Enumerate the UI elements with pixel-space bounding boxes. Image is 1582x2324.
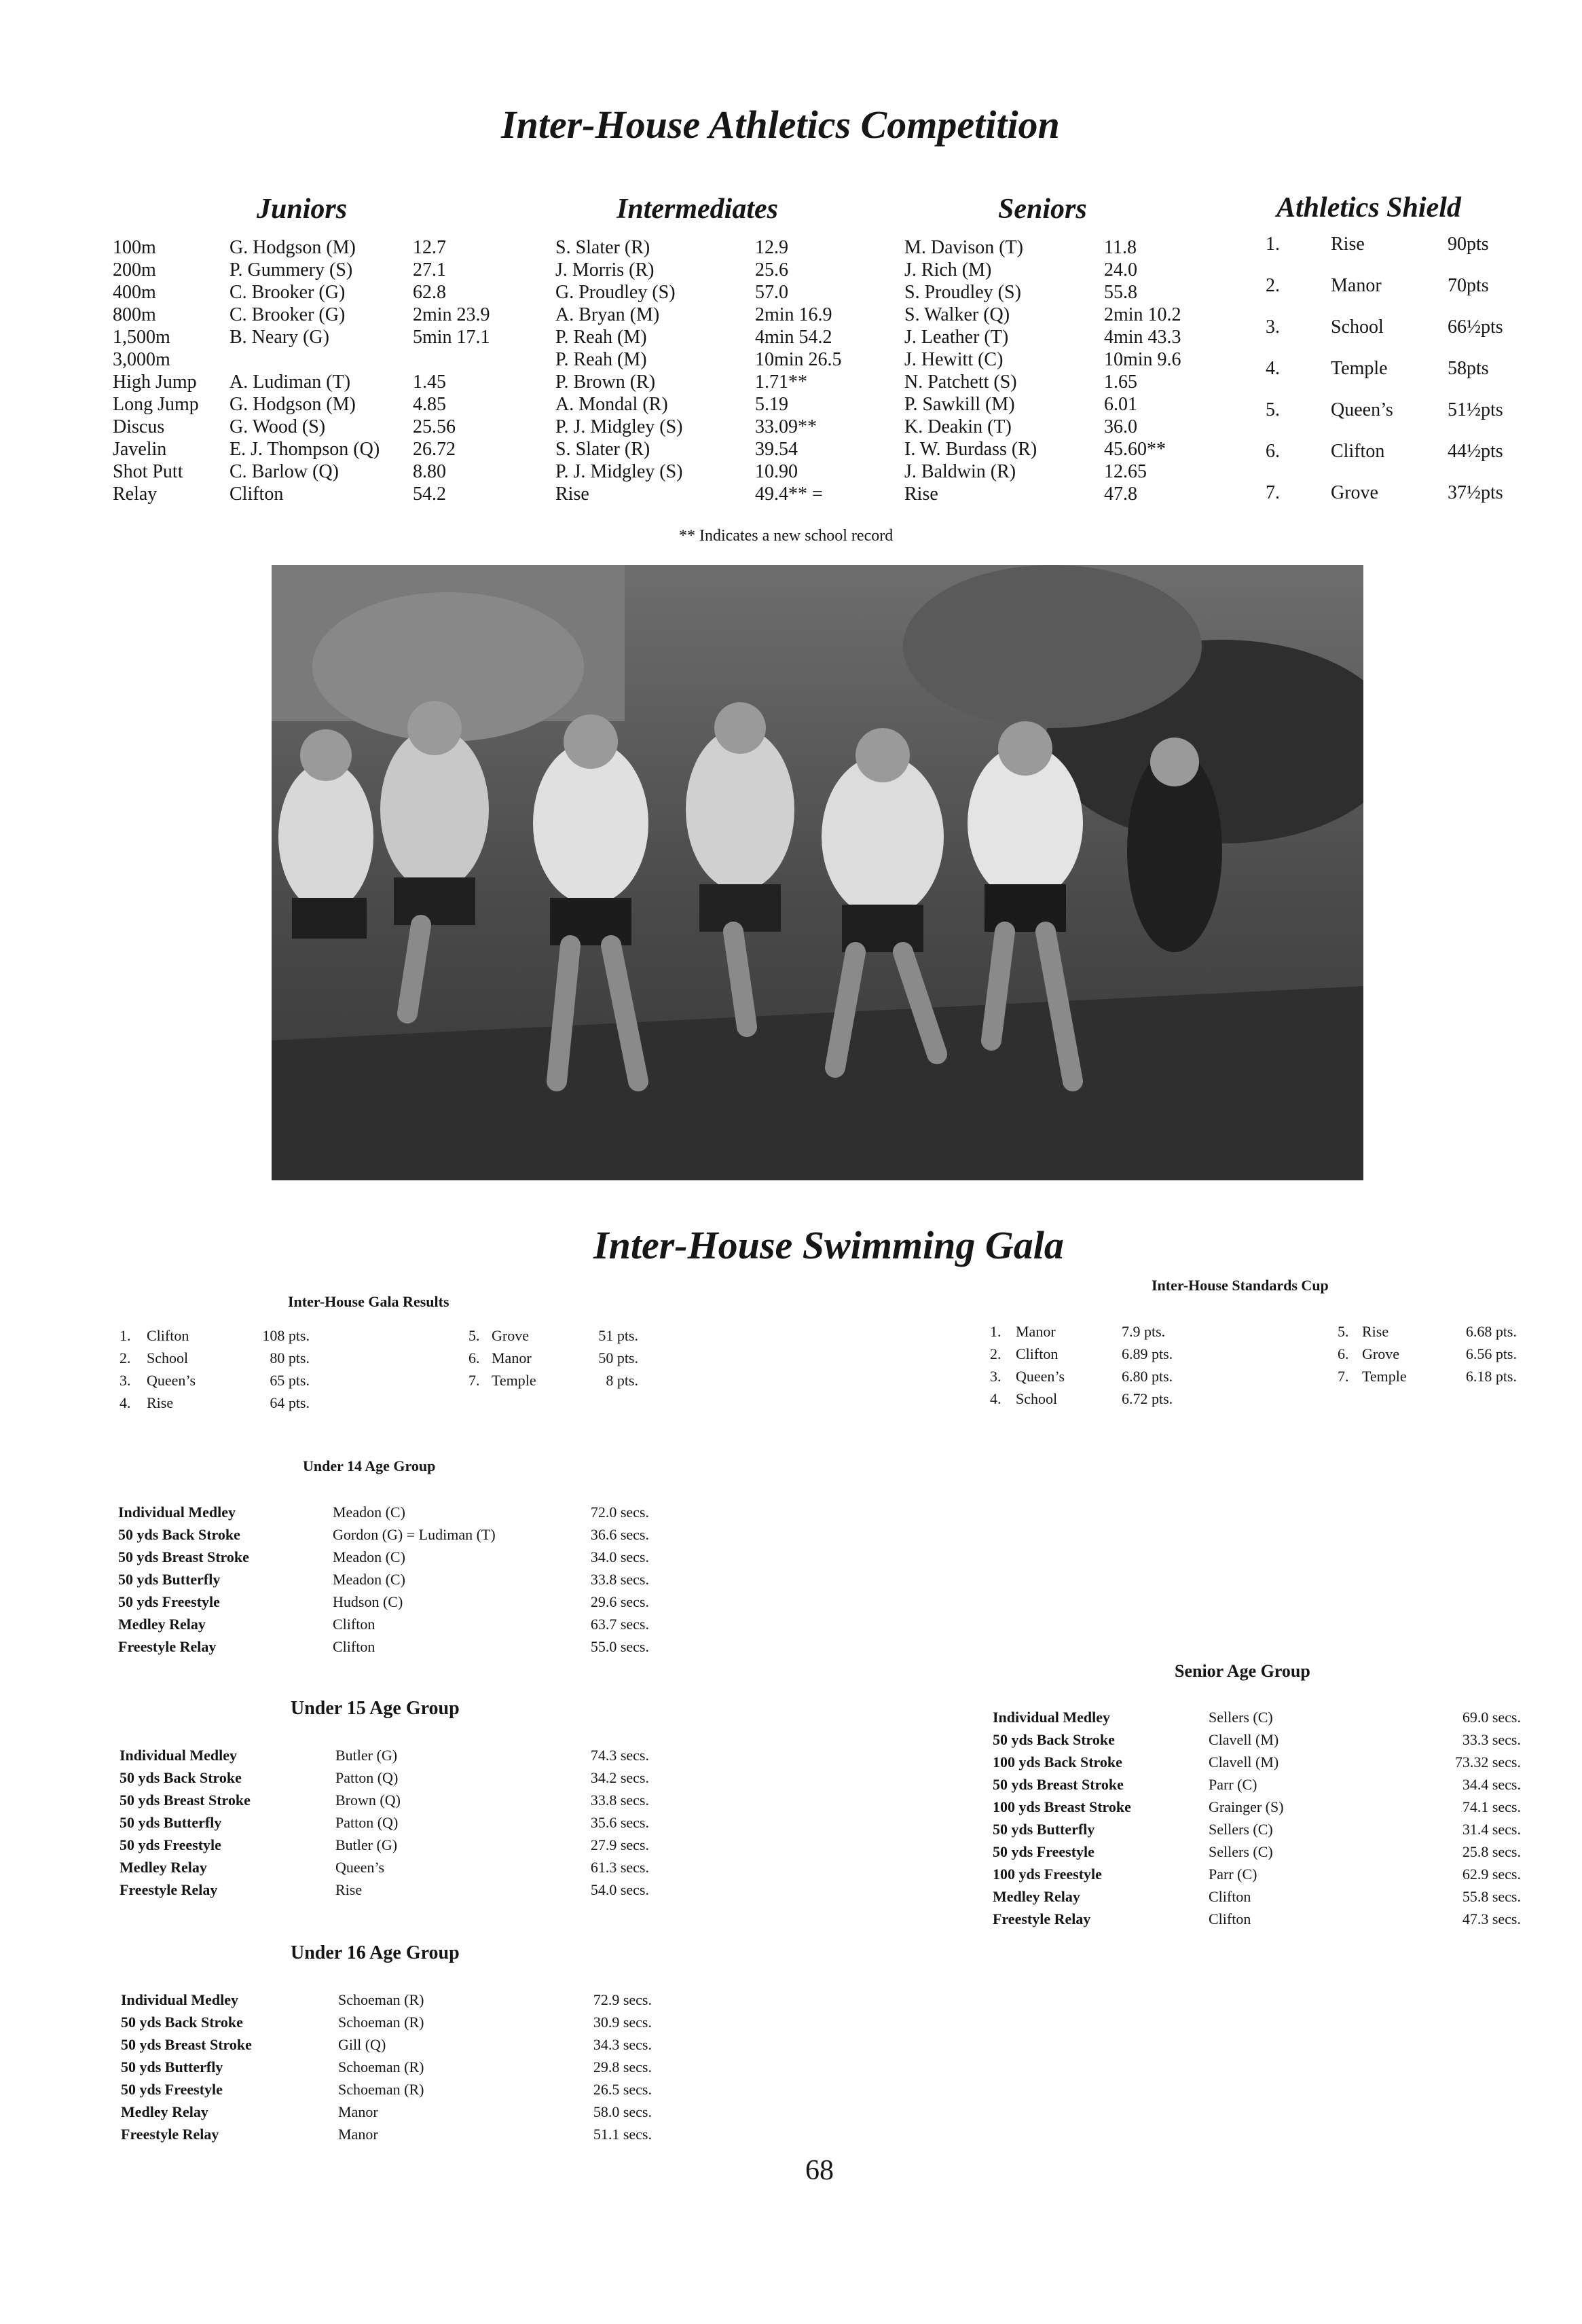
swim-time: 26.5 secs. [593,2081,652,2098]
event-label: 50 yds Freestyle [121,2081,223,2098]
result-value: 1.45 [413,371,446,393]
swimmer-name: Parr (C) [1209,1866,1257,1883]
shield-rank: 6. [1266,441,1280,462]
cup-house: Manor [1016,1323,1056,1340]
swimmer-name: Parr (C) [1209,1776,1257,1793]
cup-house: Clifton [1016,1345,1059,1362]
swim-time: 74.3 secs. [590,1747,649,1764]
athlete-name: G. Wood (S) [229,416,326,437]
seniors-results [1104,236,1181,505]
cup-points: 6.89 pts. [1122,1345,1173,1362]
result-value: 27.1 [413,259,446,280]
result-value: 1.65 [1104,371,1137,393]
result-value: 25.6 [755,259,788,280]
record-note: ** Indicates a new school record [679,527,894,545]
result-value: 5min 17.1 [413,327,490,348]
cup-house: Temple [1362,1368,1407,1385]
juniors-heading: Juniors [257,194,348,225]
athlete-name: J. Leather (T) [904,327,1009,348]
cup-rank-col [990,1320,1001,1410]
result-value: 47.8 [1104,484,1137,505]
cup-points: 6.56 pts. [1465,1345,1517,1362]
result-value: 11.8 [1104,237,1137,258]
event-label: 200m [113,259,156,280]
shield-points: 70pts [1448,275,1489,296]
gala-rank-col-2 [468,1324,480,1392]
gala-house: Clifton [147,1327,189,1344]
event-label: 3,000m [113,349,170,370]
athlete-name: K. Deakin (T) [904,416,1012,437]
event-label: 50 yds Breast Stroke [993,1776,1124,1793]
event-label: Freestyle Relay [121,2126,219,2143]
u14-names [333,1501,496,1658]
event-label: Freestyle Relay [993,1910,1091,1927]
gala-house-col [147,1324,196,1414]
swim-time: 29.6 secs. [590,1593,649,1610]
result-value: 10.90 [755,461,798,482]
cup-rank: 1. [990,1323,1001,1340]
swimmer-name: Brown (Q) [335,1792,401,1809]
swimmer-name: Meadon (C) [333,1571,405,1588]
result-value: 1.71** [755,371,807,393]
swimmer-name: Schoeman (R) [338,2058,424,2075]
athletics-shield-table [1266,234,1503,524]
swimmer-name: Clavell (M) [1209,1754,1279,1771]
gala-house: Grove [492,1327,529,1344]
swimmer-name: Clifton [333,1616,375,1633]
athlete-name: S. Slater (R) [555,439,650,460]
gala-house: Rise [147,1394,174,1411]
event-label: Shot Putt [113,461,183,482]
cup-rank: 4. [990,1390,1001,1407]
senior-times [1412,1706,1521,1930]
swimmer-name: Schoeman (R) [338,2081,424,2098]
gala-rank-col [119,1324,131,1414]
result-value: 10min 9.6 [1104,349,1181,370]
athlete-name: Clifton [229,484,284,505]
swim-time: 27.9 secs. [590,1836,649,1853]
swimmer-name: Gordon (G) = Ludiman (T) [333,1526,496,1543]
athlete-name: C. Brooker (G) [229,282,346,303]
swim-time: 31.4 secs. [1462,1821,1521,1838]
intermediates-results [755,236,842,505]
shield-rank: 1. [1266,234,1280,255]
result-value: 24.0 [1104,259,1137,280]
athlete-name: Rise [904,484,938,505]
athlete-name: S. Slater (R) [555,237,650,258]
gala-house-col-2 [492,1324,536,1392]
swim-time: 30.9 secs. [593,2014,652,2031]
result-value: 2min 10.2 [1104,304,1181,325]
shield-row [1266,441,1503,482]
athlete-name: I. W. Burdass (R) [904,439,1037,460]
swim-time: 36.6 secs. [590,1526,649,1543]
swimmer-name: Butler (G) [335,1747,398,1764]
swimmer-name: Meadon (C) [333,1504,405,1521]
result-value: 57.0 [755,282,788,303]
seniors-heading: Seniors [998,194,1087,225]
swim-time: 34.4 secs. [1462,1776,1521,1793]
swim-time: 58.0 secs. [593,2103,652,2120]
swim-time: 33.3 secs. [1462,1731,1521,1748]
swimmer-name: Sellers (C) [1209,1843,1273,1860]
u14-events [118,1501,249,1658]
athletics-title: Inter-House Athletics Competition [501,103,1060,147]
swim-time: 74.1 secs. [1462,1798,1521,1815]
senior-names [1209,1706,1284,1930]
u15-names [335,1744,401,1901]
athletics-shield-heading: Athletics Shield [1276,192,1461,223]
result-value: 49.4** = [755,484,823,505]
event-label: 1,500m [113,327,170,348]
cup-points-col [1122,1320,1173,1410]
photo-image [272,565,1363,1180]
event-label: 50 yds Breast Stroke [119,1792,251,1809]
shield-house: Manor [1331,275,1382,296]
shield-rank: 4. [1266,358,1280,379]
shield-points: 44½pts [1448,441,1503,462]
u16-times [546,1989,652,2145]
swimmer-name: Clifton [333,1638,375,1655]
u15-times [543,1744,649,1901]
athlete-name: A. Bryan (M) [555,304,660,325]
gala-rank: 2. [119,1349,131,1366]
page-number: 68 [805,2155,834,2186]
event-label: Freestyle Relay [119,1881,218,1898]
swimmer-name: Patton (Q) [335,1769,399,1786]
swim-time: 35.6 secs. [590,1814,649,1831]
athlete-name: S. Walker (Q) [904,304,1010,325]
event-label: Individual Medley [118,1504,236,1521]
cup-rank-col-2 [1338,1320,1349,1387]
event-label: 50 yds Butterfly [118,1571,221,1588]
shield-rank: 7. [1266,482,1280,503]
gala-points: 108 pts. [262,1327,310,1344]
u16-heading: Under 16 Age Group [291,1942,460,1963]
swim-time: 33.8 secs. [590,1792,649,1809]
event-label: 100 yds Breast Stroke [993,1798,1131,1815]
event-label: 50 yds Breast Stroke [118,1548,249,1565]
event-label: Javelin [113,439,167,460]
gala-points: 8 pts. [606,1372,638,1389]
result-value: 4min 43.3 [1104,327,1181,348]
athlete-name: J. Hewitt (C) [904,349,1004,370]
cup-points: 6.80 pts. [1122,1368,1173,1385]
gala-rank: 5. [468,1327,480,1344]
athlete-name: J. Baldwin (R) [904,461,1016,482]
athlete-name: Rise [555,484,589,505]
event-label: 50 yds Back Stroke [993,1731,1115,1748]
gala-points: 80 pts. [270,1349,310,1366]
cup-rank: 7. [1338,1368,1349,1385]
event-label: 100m [113,237,156,258]
swim-time: 61.3 secs. [590,1859,649,1876]
event-label: 50 yds Butterfly [993,1821,1095,1838]
result-value: 55.8 [1104,282,1137,303]
event-label: Medley Relay [119,1859,207,1876]
swimmer-name: Grainger (S) [1209,1798,1284,1815]
event-label: Individual Medley [993,1709,1110,1726]
seniors-names [904,236,1037,505]
gala-house: Manor [492,1349,532,1366]
swimmer-name: Clavell (M) [1209,1731,1279,1748]
shield-points: 58pts [1448,358,1489,379]
result-value: 4.85 [413,394,446,415]
result-value: 62.8 [413,282,446,303]
result-value: 54.2 [413,484,446,505]
result-value: 36.0 [1104,416,1137,437]
athlete-name: S. Proudley (S) [904,282,1021,303]
cross-country-start-photo [272,565,1363,1180]
event-label: Individual Medley [121,1991,238,2008]
swim-time: 29.8 secs. [593,2058,652,2075]
result-value: 45.60** [1104,439,1166,460]
event-label: 100 yds Back Stroke [993,1754,1122,1771]
result-value: 6.01 [1104,394,1137,415]
event-label: High Jump [113,371,197,393]
cup-rank: 3. [990,1368,1001,1385]
swimmer-name: Meadon (C) [333,1548,405,1565]
athlete-name: N. Patchett (S) [904,371,1017,393]
u16-events [121,1989,252,2145]
cup-house: Rise [1362,1323,1389,1340]
swimmer-name: Schoeman (R) [338,1991,424,2008]
result-value: 8.80 [413,461,446,482]
u15-heading: Under 15 Age Group [291,1698,460,1719]
swimmer-name: Rise [335,1881,363,1898]
result-value: 4min 54.2 [755,327,832,348]
result-value: 12.9 [755,237,788,258]
event-label: 50 yds Freestyle [119,1836,221,1853]
standards-cup-heading: Inter-House Standards Cup [1152,1277,1329,1294]
shield-house: Clifton [1331,441,1385,462]
cup-points: 6.68 pts. [1465,1323,1517,1340]
swim-time: 25.8 secs. [1462,1843,1521,1860]
shield-house: Rise [1331,234,1365,255]
event-label: Medley Relay [121,2103,208,2120]
shield-row [1266,234,1503,275]
athlete-name: J. Morris (R) [555,259,655,280]
athlete-name: E. J. Thompson (Q) [229,439,380,460]
athlete-name: B. Neary (G) [229,327,329,348]
cup-points-col-2 [1446,1320,1517,1387]
shield-points: 66½pts [1448,316,1503,338]
shield-row [1266,316,1503,358]
event-label: 50 yds Back Stroke [121,2014,243,2031]
swimmer-name: Gill (Q) [338,2036,386,2053]
gala-rank: 4. [119,1394,131,1411]
result-value [413,348,490,371]
athlete-name: C. Brooker (G) [229,304,346,325]
swimmer-name: Sellers (C) [1209,1821,1273,1838]
shield-points: 51½pts [1448,399,1503,420]
gala-rank: 7. [468,1372,480,1389]
event-label: 400m [113,282,156,303]
result-value: 12.7 [413,237,446,258]
u14-times [543,1501,649,1658]
athlete-name: P. J. Midgley (S) [555,416,683,437]
athlete-name: A. Ludiman (T) [229,371,351,393]
shield-rank: 3. [1266,316,1280,338]
event-label: Discus [113,416,165,437]
swimmer-name: Patton (Q) [335,1814,399,1831]
cup-house-col-2 [1362,1320,1407,1387]
cup-rank: 5. [1338,1323,1349,1340]
gala-house: School [147,1349,189,1366]
athlete-name: C. Barlow (Q) [229,461,339,482]
athlete-name: P. Gummery (S) [229,259,353,280]
event-label: 50 yds Freestyle [118,1593,220,1610]
gala-points-col-2 [577,1324,638,1392]
event-label: 100 yds Freestyle [993,1866,1102,1883]
swimmer-name: Clifton [1209,1888,1251,1905]
result-value: 25.56 [413,416,456,437]
athlete-name: G. Hodgson (M) [229,237,356,258]
athlete-name: G. Hodgson (M) [229,394,356,415]
event-label: Freestyle Relay [118,1638,217,1655]
gala-points: 50 pts. [598,1349,638,1366]
juniors-results [413,236,490,505]
swim-time: 34.2 secs. [590,1769,649,1786]
swim-time: 54.0 secs. [590,1881,649,1898]
senior-events [993,1706,1131,1930]
shield-row [1266,275,1503,316]
swim-time: 73.32 secs. [1454,1754,1521,1771]
cup-points: 6.18 pts. [1465,1368,1517,1385]
gala-points: 64 pts. [270,1394,310,1411]
gala-points: 51 pts. [598,1327,638,1344]
swim-time: 63.7 secs. [590,1616,649,1633]
shield-house: Queen’s [1331,399,1393,420]
result-value: 33.09** [755,416,817,437]
event-label: 50 yds Freestyle [993,1843,1094,1860]
u16-names [338,1989,424,2145]
swim-time: 72.0 secs. [590,1504,649,1521]
athlete-name: J. Rich (M) [904,259,992,280]
u14-heading: Under 14 Age Group [303,1457,436,1474]
swimmer-name: Hudson (C) [333,1593,403,1610]
event-label: Individual Medley [119,1747,237,1764]
athlete-name: P. J. Midgley (S) [555,461,683,482]
cup-house: Grove [1362,1345,1399,1362]
cup-rank: 2. [990,1345,1001,1362]
event-label: Medley Relay [118,1616,206,1633]
swim-time: 55.0 secs. [590,1638,649,1655]
event-label: Medley Relay [993,1888,1080,1905]
swimmer-name: Sellers (C) [1209,1709,1273,1726]
swim-time: 55.8 secs. [1462,1888,1521,1905]
event-column [113,236,199,505]
shield-house: Temple [1331,358,1388,379]
swimmer-name: Queen’s [335,1859,385,1876]
event-label: 50 yds Back Stroke [119,1769,242,1786]
athlete-name: P. Reah (M) [555,349,647,370]
swim-time: 34.0 secs. [590,1548,649,1565]
shield-row [1266,482,1503,524]
gala-house: Temple [492,1372,536,1389]
event-label: 50 yds Butterfly [121,2058,223,2075]
shield-row [1266,399,1503,441]
result-value: 10min 26.5 [755,349,842,370]
cup-points: 6.72 pts. [1122,1390,1173,1407]
swimming-title: Inter-House Swimming Gala [593,1223,1064,1267]
swim-time: 33.8 secs. [590,1571,649,1588]
swim-time: 72.9 secs. [593,1991,652,2008]
shield-house: School [1331,316,1384,338]
result-value: 2min 16.9 [755,304,832,325]
result-value: 26.72 [413,439,456,460]
shield-row [1266,358,1503,399]
gala-results-heading: Inter-House Gala Results [288,1293,449,1310]
event-label: Long Jump [113,394,199,415]
athlete-name [229,348,380,371]
event-label: 50 yds Butterfly [119,1814,222,1831]
athlete-name: P. Brown (R) [555,371,656,393]
gala-points: 65 pts. [270,1372,310,1389]
result-value: 5.19 [755,394,788,415]
athlete-name: P. Reah (M) [555,327,647,348]
senior-heading: Senior Age Group [1175,1661,1310,1681]
gala-rank: 1. [119,1327,131,1344]
athlete-name: P. Sawkill (M) [904,394,1015,415]
result-value: 39.54 [755,439,798,460]
intermediates-names [555,236,682,505]
athlete-name: A. Mondal (R) [555,394,668,415]
shield-points: 90pts [1448,234,1489,255]
swimmer-name: Manor [338,2126,378,2143]
shield-rank: 5. [1266,399,1280,420]
athlete-name: G. Proudley (S) [555,282,676,303]
swim-time: 34.3 secs. [593,2036,652,2053]
juniors-names [229,236,380,505]
swimmer-name: Clifton [1209,1910,1251,1927]
gala-house: Queen’s [147,1372,196,1389]
swim-time: 62.9 secs. [1462,1866,1521,1883]
cup-house: School [1016,1390,1058,1407]
swim-time: 47.3 secs. [1462,1910,1521,1927]
cup-points: 7.9 pts. [1122,1323,1166,1340]
swimmer-name: Manor [338,2103,378,2120]
shield-rank: 2. [1266,275,1280,296]
swim-time: 69.0 secs. [1462,1709,1521,1726]
swim-time: 51.1 secs. [593,2126,652,2143]
result-value: 12.65 [1104,461,1147,482]
u15-events [119,1744,251,1901]
event-label: 800m [113,304,156,325]
cup-house: Queen’s [1016,1368,1065,1385]
event-label: 50 yds Back Stroke [118,1526,240,1543]
athlete-name: M. Davison (T) [904,237,1023,258]
event-label: Relay [113,484,158,505]
shield-points: 37½pts [1448,482,1503,503]
gala-rank: 3. [119,1372,131,1389]
gala-points-col [238,1324,310,1414]
result-value: 2min 23.9 [413,304,490,325]
cup-house-col [1016,1320,1065,1410]
intermediates-heading: Intermediates [617,194,778,225]
swimmer-name: Schoeman (R) [338,2014,424,2031]
cup-rank: 6. [1338,1345,1349,1362]
event-label: 50 yds Breast Stroke [121,2036,252,2053]
shield-house: Grove [1331,482,1378,503]
gala-rank: 6. [468,1349,480,1366]
swimmer-name: Butler (G) [335,1836,398,1853]
